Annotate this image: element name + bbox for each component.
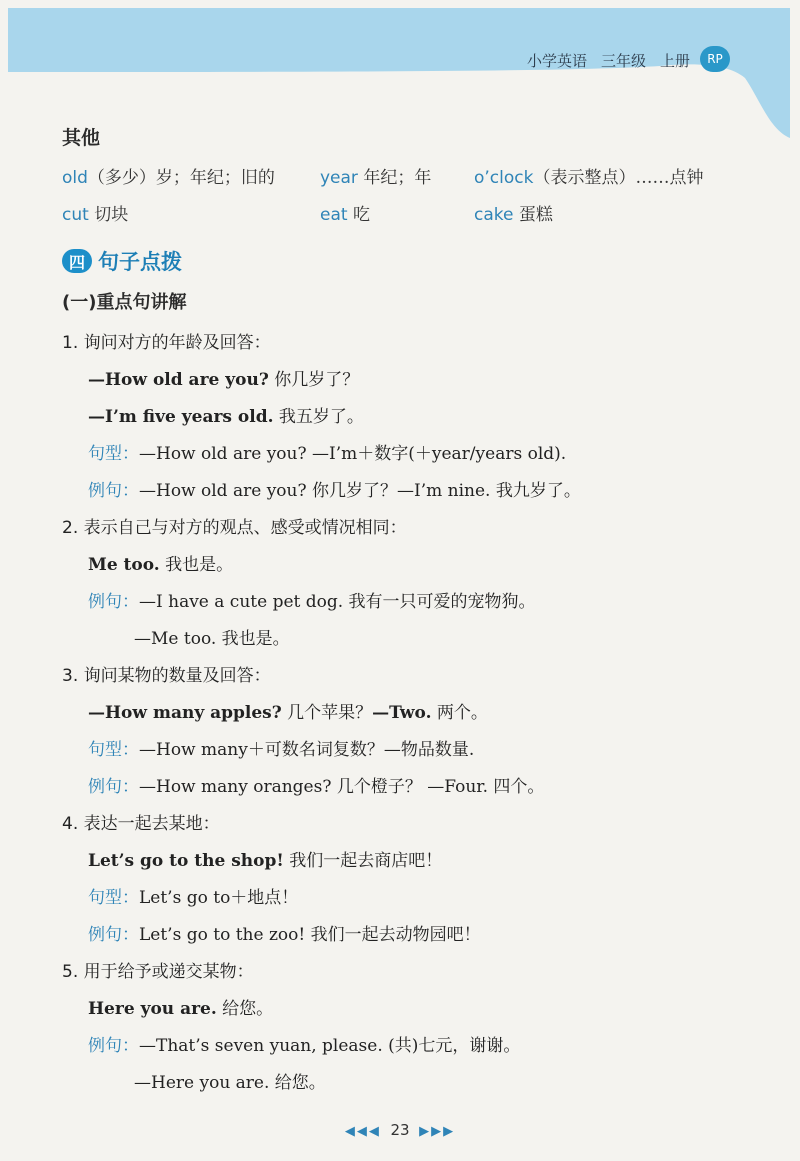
- left-arrows-icon: ◀◀◀: [344, 1124, 381, 1139]
- pattern-line: 句型：—How old are you? —I’m＋数字(＋year/years old).: [88, 444, 567, 464]
- key-sentence: Here you are. 给您。: [88, 999, 274, 1019]
- key-sentence: —How old are you? 你几岁了？: [88, 370, 360, 390]
- key-sentence: Let’s go to the shop! 我们一起去商店吧！: [88, 851, 443, 871]
- section-number-badge: 四: [62, 249, 92, 273]
- vocab-item: o’clock（表示整点）……点钟: [474, 168, 704, 188]
- example-line: 例句：—How many oranges? 几个橙子？ —Four. 四个。: [88, 777, 545, 797]
- item-heading: 2. 表示自己与对方的观点、感受或情况相同：: [62, 518, 407, 538]
- pattern-line: 句型：Let’s go to＋地点！: [88, 888, 299, 908]
- item-heading: 5. 用于给予或递交某物：: [62, 962, 254, 982]
- header-subject: 小学英语: [526, 52, 587, 70]
- right-arrows-icon: ▶▶▶: [419, 1124, 456, 1139]
- section-four-heading: [62, 246, 182, 276]
- other-section-title: 其他: [62, 127, 101, 149]
- vocab-item: old（多少）岁；年纪；旧的: [62, 168, 275, 188]
- vocab-item: cake 蛋糕: [474, 205, 553, 225]
- example-line: —Here you are. 给您。: [134, 1073, 326, 1093]
- example-line: —Me too. 我也是。: [134, 629, 290, 649]
- header-meta: [527, 50, 690, 71]
- vocab-item: eat 吃: [320, 205, 370, 225]
- item-heading: 4. 表达一起去某地：: [62, 814, 220, 834]
- header-volume: 上册: [659, 52, 690, 70]
- item-heading: 3. 询问某物的数量及回答：: [62, 666, 271, 686]
- example-line: 例句：—That’s seven yuan, please. (共)七元，谢谢。: [88, 1036, 521, 1056]
- key-sentence: —How many apples? 几个苹果？—Two. 两个。: [88, 703, 488, 723]
- example-line: 例句：—I have a cute pet dog. 我有一只可爱的宠物狗。: [88, 592, 536, 612]
- header-grade: 三年级: [600, 52, 646, 70]
- key-sentence: Me too. 我也是。: [88, 555, 234, 575]
- vocab-item: year 年纪；年: [320, 168, 432, 188]
- rp-badge: RP: [700, 46, 730, 72]
- example-line: 例句：—How old are you? 你几岁了？—I’m nine. 我九岁了。: [88, 481, 581, 501]
- subsection-title: (一)重点句讲解: [62, 292, 187, 313]
- item-heading: 1. 询问对方的年龄及回答：: [62, 333, 271, 353]
- key-sentence: —I’m five years old. 我五岁了。: [88, 407, 364, 427]
- page-footer: [0, 1121, 800, 1139]
- example-line: 例句：Let’s go to the zoo! 我们一起去动物园吧！: [88, 925, 481, 945]
- pattern-line: 句型：—How many＋可数名词复数？—物品数量.: [88, 740, 475, 760]
- vocab-item: cut 切块: [62, 205, 129, 225]
- page-number: 23: [390, 1121, 410, 1139]
- section-title: 句子点拨: [98, 250, 182, 274]
